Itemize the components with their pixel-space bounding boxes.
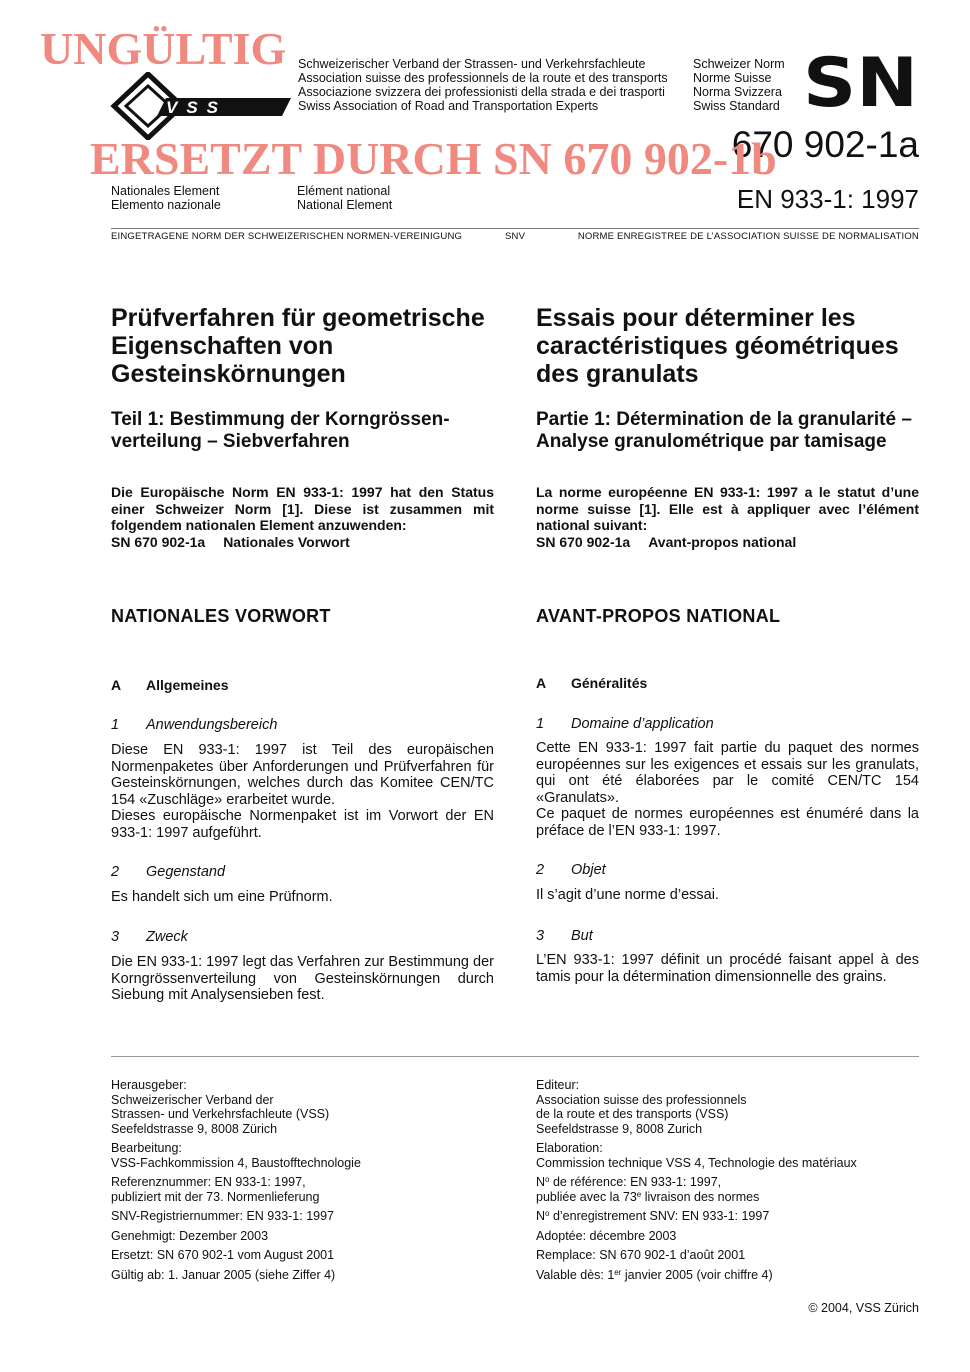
fr-title: Essais pour déterminer les caractéristiques géométriques des granulats (536, 304, 899, 388)
fr-item-2-text: Il s’agit d’une norme d’essai. (536, 887, 719, 903)
footer-rule (111, 1056, 919, 1057)
fr-item-3-text: L’EN 933-1: 1997 définit un procédé faisant appel à des tamis pour la détermination dimensionnelle des grains. (536, 952, 919, 985)
fr-section-heading: AVANT-PROPOS NATIONAL (536, 606, 781, 626)
fr-status: La norme européenne EN 933-1: 1997 a le statut d’une norme suisse [1]. Elle est à appliquer avec l’élément national suivant: SN 670 902-1a Avant-propos national (536, 484, 919, 550)
sn-logo (803, 54, 920, 110)
vss-logo (108, 72, 293, 140)
element-label-left: Nationales Element Elemento nazionale (111, 184, 221, 212)
norm-number: 670 902-1a (731, 124, 919, 165)
fr-subsection-a: A Généralités (536, 675, 648, 691)
vss-logo-text: VSS (166, 98, 228, 117)
footer-de: Herausgeber: Schweizerischer Verband der Strassen- und Verkehrsfachleute (VSS) Seefeldstrasse 9, 8008 Zürich Bearbeitung: VSS-Fachkommission 4, Baustofftechnologie Referenznummer: EN 933-1: 1997, publiziert mit der 73. Normenlieferung SNV-Registriernummer: EN 933-1: 1997 Genehmigt: Dezember 2003 Ersetzt: SN 670 902-1 vom August 2001 Gültig ab: 1. Januar 2005 (siehe Ziffer 4) (111, 1078, 361, 1282)
footer-fr: Editeur: Association suisse des professionnels de la route et des transports (VSS) Seefeldstrasse 9, 8008 Zurich Elaboration: Commission technique VSS 4, Technologie des matériaux $N^o$ de référence: EN 933-1: 1997, publiée avec la 73e livraison des normes $N^o$ d’enregistrement SNV: EN 933-1: 1997 Adoptée: décembre 2003 Remplace: SN 670 902-1 d’août 2001 Valable dès: 1er janvier 2005 (voir chiffre 4) (536, 1078, 857, 1282)
invalid-stamp: UNGÜLTIG (40, 23, 287, 74)
de-item-2-title: 2 Gegenstand (111, 864, 226, 880)
de-subtitle: Teil 1: Bestimmung der Korngrössen-verteilung – Siebverfahren (111, 409, 450, 452)
fr-item-1-text: Cette EN 933-1: 1997 fait partie du paquet des normes européennes sur les exigences et essais sur les granulats, qui ont été élaborées par le comité CEN/TC 154 «Granulats». Ce paquet de normes européennes est énuméré dans la préface de l’EN 933-1: 1997. (536, 740, 919, 839)
header-rule (111, 228, 919, 229)
en-number: EN 933-1: 1997 (736, 184, 919, 214)
fr-item-3-title: 3 But (536, 928, 593, 944)
fr-item-1-title: 1 Domaine d’application (536, 716, 714, 732)
de-item-1-text: Diese EN 933-1: 1997 ist Teil des europäischen Normenpaketes über Anforderungen und Prüfverfahren für Gesteinskörnungen, welches durch das Komitee CEN/TC 154 «Zuschläge» erarbeitet wurde. Dieses europäische Normenpaket ist im Vorwort der EN 933-1: 1997 aufgeführt. (111, 742, 494, 841)
de-item-3-title: 3 Zweck (111, 929, 188, 945)
association-names: Schweizerischer Verband der Strassen- und Verkehrsfachleute Association suisse des professionnels de la route et des transports Associazione svizzera dei professionisti della strada e dei trasporti Swiss Association of Road and Transportation Experts (298, 57, 668, 113)
de-status: Die Europäische Norm EN 933-1: 1997 hat den Status einer Schweizer Norm [1]. Diese ist zusammen mit folgendem nationalen Element anzuwenden: SN 670 902-1a Nationales Vorwort (111, 484, 494, 550)
fr-item-2-title: 2 Objet (536, 862, 606, 878)
registry-right: NORME ENREGISTREE DE L’ASSOCIATION SUISSE DE NORMALISATION (577, 231, 919, 242)
sn-logo-text: SN (803, 54, 918, 110)
element-label-right: Elément national National Element (297, 184, 393, 212)
de-item-3-text: Die EN 933-1: 1997 legt das Verfahren zur Bestimmung der Korngrössenverteilung von Gesteinskörnungen durch Siebung mit Analysensieben fest. (111, 954, 494, 1003)
de-title: Prüfverfahren für geometrische Eigenschaften von Gesteinskörnungen (111, 304, 485, 388)
registry-left: EINGETRAGENE NORM DER SCHWEIZERISCHEN NORMEN-VEREINIGUNG (111, 231, 463, 242)
replaced-stamp: ERSETZT DURCH SN 670 902-1b (90, 133, 777, 184)
de-item-2-text: Es handelt sich um eine Prüfnorm. (111, 889, 333, 905)
registry-mid: SNV (505, 231, 526, 242)
norm-type-names: Schweizer Norm Norme Suisse Norma Svizzera Swiss Standard (693, 57, 785, 113)
copyright: © 2004, VSS Zürich (808, 1301, 919, 1315)
de-section-heading: NATIONALES VORWORT (111, 606, 331, 626)
de-item-1-title: 1 Anwendungsbereich (111, 717, 278, 733)
fr-subtitle: Partie 1: Détermination de la granularité – Analyse granulométrique par tamisage (536, 409, 912, 452)
de-subsection-a: A Allgemeines (111, 677, 229, 693)
